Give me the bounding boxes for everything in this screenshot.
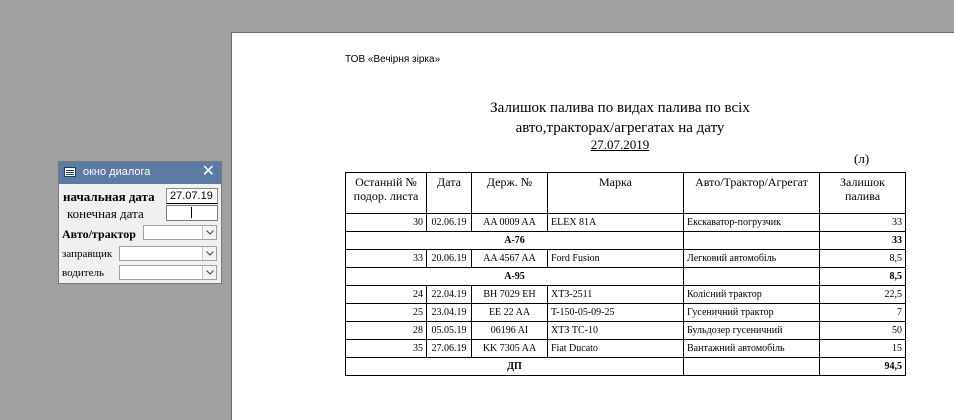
close-icon[interactable]: ✕ [201,163,215,180]
table-row [346,214,906,232]
unit-label: (л) [854,151,870,166]
end-date-label: конечная дата [67,206,144,221]
report-page [231,32,954,420]
table-row [346,322,906,340]
cell-fuel-rest: 8,5 [820,250,906,268]
table-row [346,340,906,358]
driver-select[interactable] [119,265,217,280]
group-label: А-95 [346,268,684,286]
start-date-label: начальная дата [63,189,155,204]
fueler-select[interactable] [119,246,217,261]
cell-fuel-rest: 50 [820,322,906,340]
column-header-vehicle-type: Авто/Трактор/Агрегат [684,173,820,214]
cell-brand: ХТЗ ТС-10 [548,322,684,340]
group-label: А-76 [346,232,684,250]
dialog-title: окно диалога [83,166,151,178]
cell-vehicle-type: Колісний трактор [684,286,820,304]
text-caret [191,207,192,218]
cell-date: 23.04.19 [427,304,472,322]
cell-date: 27.06.19 [427,340,472,358]
cell-fuel-rest: 15 [820,340,906,358]
cell-sheet-number: 24 [346,286,427,304]
cell-brand: ХТЗ-2511 [548,286,684,304]
cell-vehicle-type: Гусеничний трактор [684,304,820,322]
cell-date: 22.04.19 [427,286,472,304]
group-fuel-rest: 94,5 [820,358,906,376]
column-header-fuel-rest: Залишок палива [820,173,906,214]
cell-vehicle-type: Вантажний автомобіль [684,340,820,358]
start-date-input[interactable]: 27.07.19 [166,188,218,204]
cell-date: 05.05.19 [427,322,472,340]
filter-dialog [58,161,222,284]
table-row [346,250,906,268]
table-row [346,286,906,304]
cell-plate: 06196 AI [472,322,548,340]
table-group-total-row [346,232,906,250]
column-header-sheet: Останній № подор. листа [346,173,427,214]
empty-cell [684,268,820,286]
group-label: ДП [346,358,684,376]
cell-plate: KK 7305 AA [472,340,548,358]
cell-fuel-rest: 22,5 [820,286,906,304]
cell-vehicle-type: Екскаватор-погрузчик [684,214,820,232]
cell-fuel-rest: 33 [820,214,906,232]
dialog-app-icon [64,167,76,177]
cell-sheet-number: 33 [346,250,427,268]
cell-date: 02.06.19 [427,214,472,232]
cell-brand: T-150-05-09-25 [548,304,684,322]
report-title-line-2: авто,тракторах/агрегатах на дату [515,120,725,136]
cell-fuel-rest: 7 [820,304,906,322]
column-header-brand: Марка [548,173,684,214]
cell-vehicle-type: Бульдозер гусеничний [684,322,820,340]
end-date-input[interactable] [166,205,218,221]
column-header-plate: Держ. № [472,173,548,214]
cell-sheet-number: 28 [346,322,427,340]
cell-sheet-number: 25 [346,304,427,322]
chevron-down-icon[interactable] [202,226,216,239]
cell-vehicle-type: Легковий автомобіль [684,250,820,268]
empty-cell [684,358,820,376]
cell-sheet-number: 35 [346,340,427,358]
cell-plate: AA 0009 AA [472,214,548,232]
report-date: 27.07.2019 [590,137,650,152]
dialog-titlebar[interactable] [59,162,221,184]
driver-label: водитель [62,267,104,279]
table-row [346,304,906,322]
cell-date: 20.06.19 [427,250,472,268]
cell-brand: Fiat Ducato [548,340,684,358]
cell-plate: EE 22 AA [472,304,548,322]
table-header-row [346,173,906,214]
company-name: ТОВ «Вечірня зірка» [345,54,441,65]
table-group-total-row [346,268,906,286]
empty-cell [684,232,820,250]
group-fuel-rest: 33 [820,232,906,250]
fuel-balance-table [345,172,906,376]
group-fuel-rest: 8,5 [820,268,906,286]
cell-plate: AA 4567 AA [472,250,548,268]
vehicle-label: Авто/трактор [62,227,136,241]
cell-brand: ELEX 81A [548,214,684,232]
table-group-total-row [346,358,906,376]
cell-brand: Ford Fusion [548,250,684,268]
cell-plate: BH 7029 EH [472,286,548,304]
fueler-label: заправщик [62,248,113,260]
vehicle-select[interactable] [143,225,217,240]
column-header-date: Дата [427,173,472,214]
cell-sheet-number: 30 [346,214,427,232]
chevron-down-icon[interactable] [202,266,216,279]
report-title-line-1: Залишок палива по видах палива по всіх [490,100,750,116]
chevron-down-icon[interactable] [202,247,216,260]
